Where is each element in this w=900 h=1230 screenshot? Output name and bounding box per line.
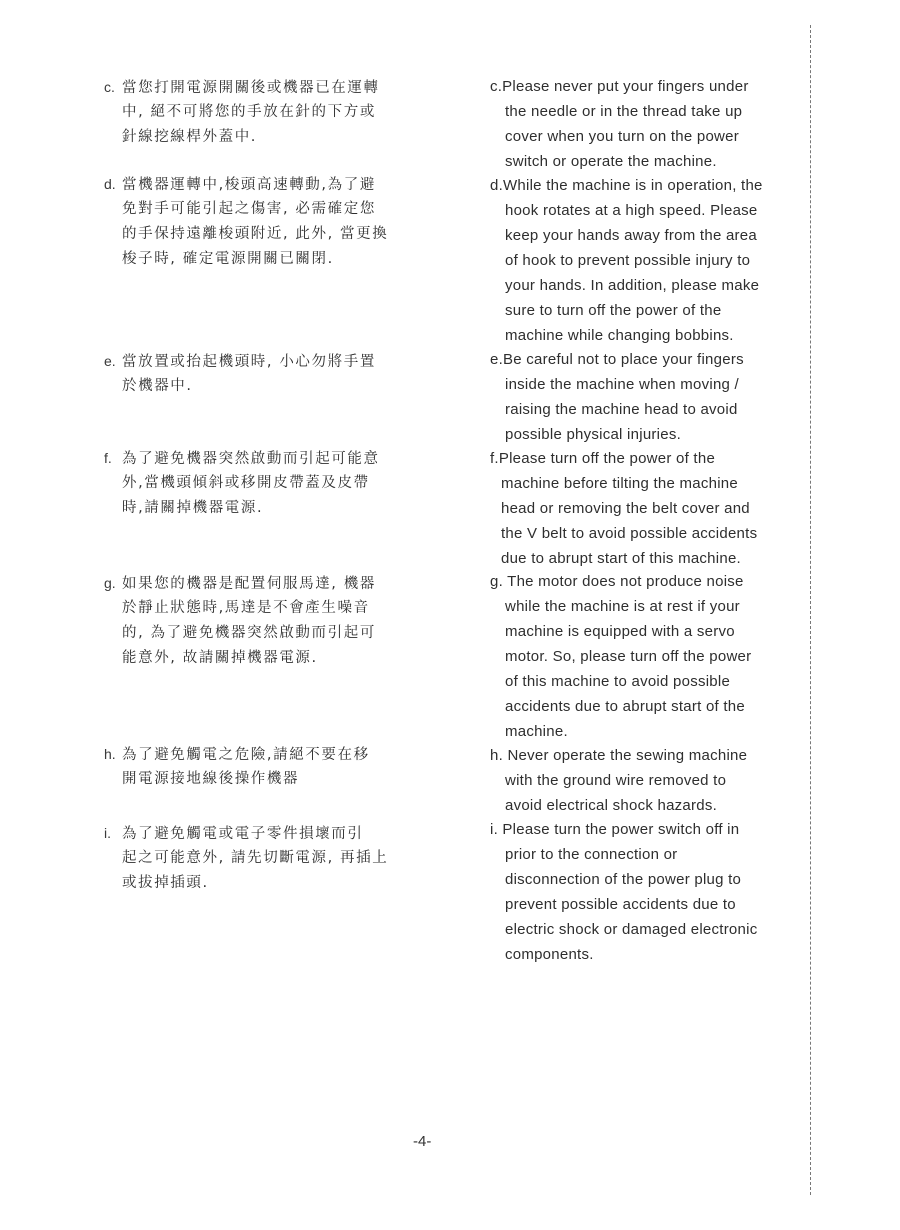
zh-item-line: 或拔掉插頭.: [122, 875, 209, 891]
item-label: g.: [104, 575, 116, 591]
en-item-g: [490, 569, 751, 744]
en-item-i: [490, 817, 757, 967]
en-item-line: electric shock or damaged electronic: [505, 921, 758, 938]
zh-item-line: 的手保持遠離梭頭附近, 此外, 當更換: [122, 226, 389, 242]
item-label: f.: [104, 450, 112, 466]
zh-item-line: [104, 571, 376, 596]
en-item-line: prevent possible accidents due to: [505, 896, 736, 913]
item-label: h.: [490, 747, 508, 764]
en-item-line: while the machine is at rest if your: [505, 598, 740, 615]
item-label: d.: [104, 176, 116, 192]
item-label: g.: [490, 573, 508, 590]
en-item-line: the needle or in the thread take up: [505, 103, 743, 120]
en-item-line: machine before tilting the machine: [501, 475, 738, 492]
zh-item-line: 針線挖線桿外蓋中.: [122, 129, 258, 145]
en-item-line: hook rotates at a high speed. Please: [505, 202, 758, 219]
en-item-line: prior to the connection or: [505, 846, 678, 863]
zh-item-c: [104, 75, 380, 150]
en-item-line: machine is equipped with a servo: [505, 623, 735, 640]
en-item-line: accidents due to abrupt start of the: [505, 698, 745, 715]
en-item-line: sure to turn off the power of the: [505, 302, 722, 319]
en-item-line: due to abrupt start of this machine.: [501, 550, 741, 567]
zh-item-line: 於靜止狀態時,馬達是不會產生噪音: [122, 600, 370, 616]
en-item-line: machine while changing bobbins.: [505, 327, 734, 344]
en-item-line: cover when you turn on the power: [505, 128, 739, 145]
en-item-f: [490, 446, 757, 571]
en-text: Be careful not to place your fingers: [503, 351, 744, 368]
zh-text: 為了避免機器突然啟動而引起可能意: [122, 451, 380, 467]
zh-item-line: 於機器中.: [122, 378, 193, 394]
zh-text: 為了避免觸電之危險,請絕不要在移: [122, 747, 370, 763]
zh-item-line: [104, 172, 388, 197]
zh-item-d: [104, 172, 388, 272]
zh-item-line: 開電源接地線後操作機器: [122, 771, 300, 787]
dashed-cut-line: [810, 25, 811, 1195]
item-label: f.: [490, 450, 499, 467]
en-item-line: [490, 743, 747, 768]
zh-item-line: 能意外, 故請關掉機器電源.: [122, 650, 318, 666]
en-item-line: of this machine to avoid possible: [505, 673, 731, 690]
en-item-line: raising the machine head to avoid: [505, 401, 738, 418]
zh-text: 為了避免觸電或電子零件損壞而引: [122, 826, 364, 842]
item-label: i.: [104, 825, 111, 841]
en-text: Please turn the power switch off in: [502, 821, 740, 838]
item-label: h.: [104, 746, 116, 762]
en-item-line: motor. So, please turn off the power: [505, 648, 752, 665]
en-item-line: [490, 74, 749, 99]
item-label: d.: [490, 177, 504, 194]
en-item-line: [490, 446, 757, 471]
en-item-line: avoid electrical shock hazards.: [505, 797, 718, 814]
en-item-d: [490, 173, 763, 348]
zh-item-line: 時,請關掉機器電源.: [122, 500, 264, 516]
zh-item-line: [104, 742, 370, 767]
en-item-line: keep your hands away from the area: [505, 227, 757, 244]
en-text: Please turn off the power of the: [498, 450, 716, 467]
page-number: -4-: [413, 1133, 432, 1150]
zh-text: 當您打開電源開關後或機器已在運轉: [122, 80, 380, 96]
en-item-line: [490, 347, 744, 372]
en-item-line: head or removing the belt cover and: [501, 500, 750, 517]
zh-item-line: [104, 349, 376, 374]
zh-item-h: [104, 742, 370, 792]
en-item-line: possible physical injuries.: [505, 426, 681, 443]
zh-item-line: [104, 75, 380, 100]
zh-item-line: 外,當機頭傾斜或移開皮帶蓋及皮帶: [122, 475, 370, 491]
zh-item-line: [104, 446, 380, 471]
en-text: While the machine is in operation, the: [503, 177, 763, 194]
en-item-line: components.: [505, 946, 594, 963]
zh-item-line: 起之可能意外, 請先切斷電源, 再插上: [122, 850, 389, 866]
zh-item-g: [104, 571, 376, 671]
en-text: The motor does not produce noise: [507, 573, 744, 590]
zh-text: 當機器運轉中,梭頭高速轉動,為了避: [122, 177, 376, 193]
en-item-line: your hands. In addition, please make: [505, 277, 760, 294]
item-label: c.: [104, 79, 115, 95]
zh-item-line: [104, 821, 388, 846]
en-item-line: inside the machine when moving /: [505, 376, 739, 393]
en-item-line: of hook to prevent possible injury to: [505, 252, 751, 269]
en-item-h: [490, 743, 747, 818]
zh-item-line: 免對手可能引起之傷害, 必需確定您: [122, 201, 376, 217]
en-item-line: [490, 569, 751, 594]
item-label: e.: [104, 353, 116, 369]
en-item-line: with the ground wire removed to: [505, 772, 727, 789]
en-text: Never operate the sewing machine: [507, 747, 748, 764]
en-item-line: the V belt to avoid possible accidents: [501, 525, 758, 542]
en-text: Please never put your fingers under: [502, 78, 749, 95]
en-item-line: disconnection of the power plug to: [505, 871, 742, 888]
en-item-line: switch or operate the machine.: [505, 153, 717, 170]
item-label: e.: [490, 351, 504, 368]
zh-text: 當放置或抬起機頭時, 小心勿將手置: [122, 354, 376, 370]
zh-item-f: [104, 446, 380, 521]
en-item-line: [490, 173, 763, 198]
en-item-e: [490, 347, 744, 447]
en-item-line: [490, 817, 757, 842]
item-label: c.: [490, 78, 503, 95]
en-item-line: machine.: [505, 723, 568, 740]
zh-text: 如果您的機器是配置伺服馬達, 機器: [122, 576, 376, 592]
zh-item-line: 中, 絕不可將您的手放在針的下方或: [122, 104, 376, 120]
zh-item-i: [104, 821, 388, 896]
zh-item-line: 的, 為了避免機器突然啟動而引起可: [122, 625, 376, 641]
item-label: i.: [490, 821, 503, 838]
zh-item-line: 梭子時, 確定電源開關已關閉.: [122, 251, 334, 267]
zh-item-e: [104, 349, 376, 399]
en-item-c: [490, 74, 749, 174]
